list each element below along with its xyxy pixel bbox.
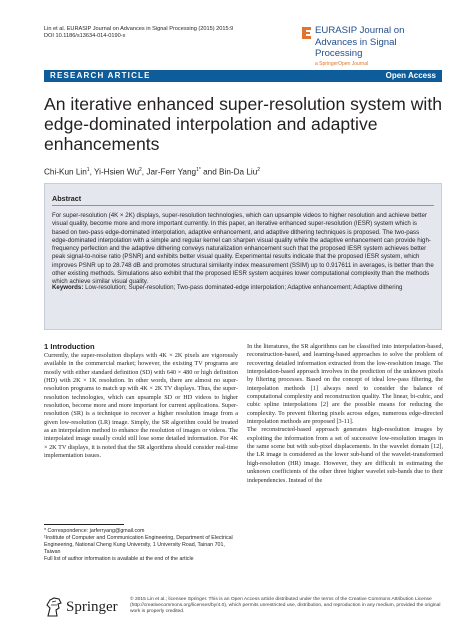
article-type-label: RESEARCH ARTICLE: [50, 71, 151, 80]
license-text: © 2015 Lin et al.; licensee Springer. This is an Open Access article distributed under the terms of the Creative Commons Attribution License (http://creativecommons.org/licenses/by/4.0), which permits unrestricted use, distribution, and reproduction in any medium, provided the original work is properly credited.: [130, 597, 441, 615]
open-access-label: Open Access: [385, 71, 436, 80]
article-type-bar: [44, 70, 442, 82]
author-info-note: Full list of author information is available at the end of the article: [44, 555, 194, 562]
abstract-divider: [52, 205, 434, 206]
journal-name-line1: EURASIP Journal on: [315, 25, 405, 36]
footnote-divider: [44, 524, 124, 525]
correspondence-note: * Correspondence: jarferryang@gmail.com: [44, 528, 145, 534]
author-name: Yi-Hsien Wu: [93, 167, 140, 177]
doi-line: DOI 10.1186/s13634-014-0190-x: [44, 33, 126, 40]
footnote: [44, 528, 238, 563]
affiliation-marker: 1: [86, 167, 90, 173]
author-list: [44, 165, 444, 178]
section-heading: 1 Introduction: [44, 342, 95, 351]
author-name: Chi-Kun Lin: [44, 167, 87, 177]
citation-header: [44, 26, 304, 41]
keywords-label: Keywords:: [52, 284, 84, 291]
abstract-text: For super-resolution (4K × 2K) displays, super-resolution technologies, which can upsample videos to higher resolution and achieve better visual quality, become more and more important currently. In this paper, an iterative enhanced super-resolution (IESR) system which is based on two-pass edge-dominated interpolation, adaptive enhancement, and adaptive dithering techniques is proposed. The two-pass edge-dominated interpolation with a simple and regular kernel can sharpen visual quality while the adaptive enhancement can provide high-frequency perfection and the adaptive dithering conveys naturalization enhancement such that the proposed IESR system achieves better peak signal-to-noise ratio (PSNR) and exhibits better visual quality. Experimental results indicate that the proposed IESR system, which improves PSNR up to 28.748 dB and promotes structural similarity index measurement (SSIM) up to 0.917611 in averages, is better than the other existing methods. Simulations also exhibit that the proposed IESR system acquires lower computational complexity than the methods which achieve similar visual quality.: [52, 212, 434, 286]
author-name: and Bin-Da Liu: [200, 167, 258, 177]
affiliation-marker: 1*: [196, 167, 201, 173]
keywords: [52, 284, 434, 292]
affiliation-marker: 2: [139, 167, 142, 173]
journal-name-line2: Advances in Signal Processing: [315, 36, 397, 60]
abstract-heading: Abstract: [52, 194, 82, 203]
springer-horse-icon: [44, 596, 64, 618]
journal-subtitle: a SpringerOpen Journal: [315, 61, 369, 67]
author-separator: ,: [89, 167, 94, 177]
springer-logo-text: Springer: [66, 599, 118, 615]
journal-logo-icon: [301, 26, 312, 40]
keywords-list: Low-resolution; Super-resolution; Two-pass dominated-edge interpolation; Adaptive enhancement; Adaptive dithering: [83, 284, 403, 291]
article-title: An iterative enhanced super-resolution system with edge-dominated interpolation and adaptive enhancements: [44, 94, 443, 154]
body-column-left: Currently, the super-resolution displays with 4K × 2K pixels are vigorously available in the commercial market; however, the existing TV programs are mostly with either standard definition (SD) with 640 × 480 or high definition (HD) with 2K × 1K resolution. In other words, there are almost no super-resolution programs to match up with 4K × 2K TV displays. Thus, the super-resolution technologies, which can upsample SD or HD videos to higher resolution, become more and more important for current applications. Super-resolution (SR) is a technique to recover a higher resolution image from a given low-resolution (LR) image. Simply, the SR algorithm could be treated as an interpolation method to enhance the resolution of images or videos. The interpolated image usually could still lose some detailed information. For 4K × 2K TV displays, it is noted that the SR algorithms should consider real-time implementation issues.: [44, 352, 238, 460]
body-column-right: In the literatures, the SR algorithms can be classified into interpolation-based, reconstruction-based, and learning-based approaches to solve the problem of recovering detailed information extracted from the low-resolution image. The interpolation-based approach involves in the prediction of the unknown pixels by filtering processes. Based on the concept of ideal low-pass filtering, the interpolation methods [1] always need to consider the balance of computational complexity and reconstruction quality. The linear, bi-cubic, and cubic spline interpolations [2] are the possible means for reducing the complexity. To prevent filtering pixels across edges, numerous edge-directed interpolation methods are proposed [3-11]. The reconstructed-based approach generates high-resolution images by exploiting the information from a set of successive low-resolution images in the same scene but with sub-pixel displacements. In the wavelet domain [12], the LR image is considered as the lower sub-band of the wavelet-transformed high-resolution (HR) image. However, they are difficult in estimating the unknown coefficients of the other three higher wavelet sub-bands due to their independencies. Instead of the: [247, 343, 443, 484]
abstract-box: [44, 183, 442, 330]
journal-name: [315, 25, 445, 60]
affiliation-marker: 2: [257, 167, 261, 173]
affiliation-note: ¹Institute of Computer and Communication Engineering, Department of Electrical Engineering, National Cheng Kung University, 1 University Road, Tainan 701, Taiwan: [44, 534, 233, 555]
citation-line: Lin et al. EURASIP Journal on Advances in Signal Processing (2015) 2015:9: [44, 26, 234, 32]
author-name: , Jar-Ferr Yang: [141, 167, 197, 177]
